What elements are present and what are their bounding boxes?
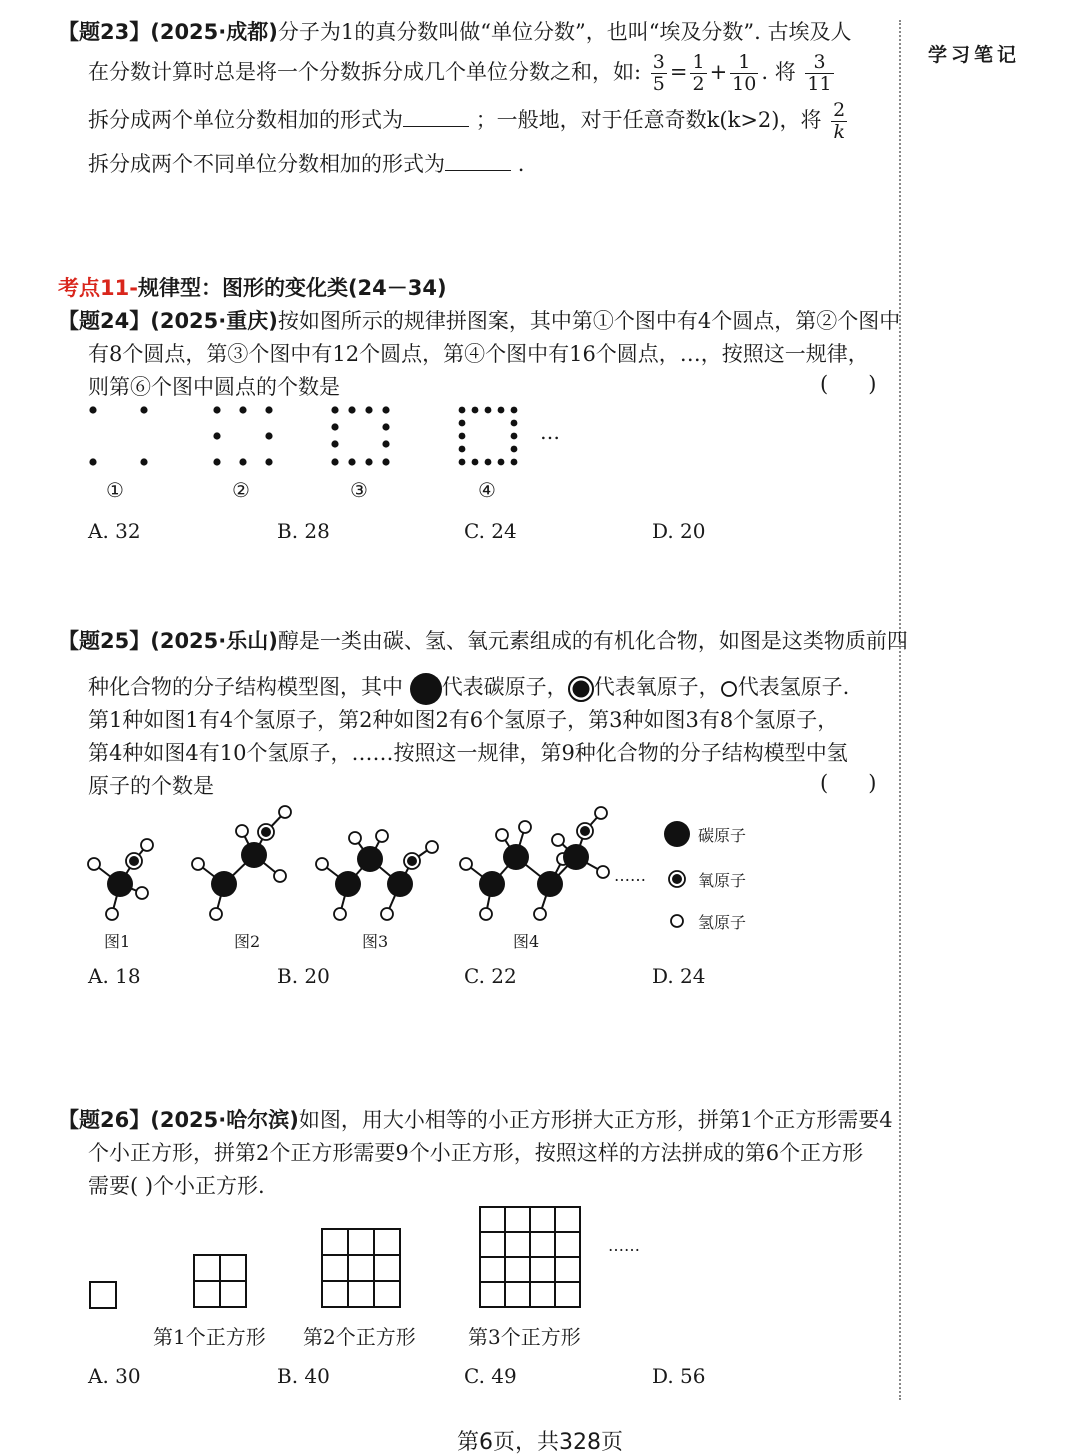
- q23-text-2b: . 将: [761, 60, 796, 84]
- q25-line-1: [58, 626, 908, 656]
- q24-tag: 【题24】: [58, 309, 151, 333]
- q26-option-b[interactable]: B. 40: [277, 1364, 330, 1388]
- notes-title: 学习笔记: [928, 44, 1021, 66]
- q23-equals: =: [669, 60, 688, 84]
- q23-line-3: [88, 98, 850, 143]
- q26-figure-label-3: 第3个正方形: [468, 1325, 581, 1349]
- q25-text-2a: 种化合物的分子结构模型图，其中: [88, 675, 403, 699]
- q26-ellipsis: ……: [608, 1236, 640, 1255]
- q26-option-c[interactable]: C. 49: [464, 1364, 517, 1388]
- q24-ellipsis: …: [540, 420, 560, 444]
- q23-line-1: [58, 17, 852, 47]
- q23-source: (2025·成都): [150, 20, 278, 44]
- q23-text-1: 分子为1的真分数叫做“单位分数”，也叫“埃及分数”. 古埃及人: [277, 20, 852, 44]
- q25-legend-carbon: 碳原子: [698, 826, 747, 845]
- q23-text-3a: 拆分成两个单位分数相加的形式为: [88, 108, 403, 132]
- q24-line-1: [58, 306, 900, 336]
- hydrogen-atom-icon: [720, 680, 738, 698]
- q25-legend-oxygen: 氧原子: [698, 871, 747, 890]
- q24-figure-3: [331, 406, 389, 465]
- q23-period: .: [517, 152, 525, 176]
- oxygen-atom-icon: [568, 676, 594, 702]
- q26-line-2: 个小正方形，拼第2个正方形需要9个小正方形，按照这样的方法拼成的第6个正方形: [88, 1141, 864, 1165]
- q24-dot-figures: [86, 404, 546, 474]
- q24-text-1: 按如图所示的规律拼图案，其中第①个图中有4个圆点，第②个图中: [277, 309, 901, 333]
- q25-answer-paren[interactable]: ( ): [820, 771, 877, 795]
- q26-figure-label-2: 第2个正方形: [303, 1325, 416, 1349]
- q23-text-2a: 在分数计算时总是将一个分数拆分成几个单位分数之和，如:: [88, 60, 642, 84]
- q26-tag: 【题26】: [58, 1108, 151, 1132]
- q24-source: (2025·重庆): [150, 309, 278, 333]
- notes-divider: [899, 20, 901, 1400]
- q26-line-3: 需要( )个小正方形.: [88, 1174, 265, 1198]
- q24-line-3: 则第⑥个图中圆点的个数是: [88, 375, 340, 399]
- q25-text-2d: 代表氢原子.: [737, 675, 850, 699]
- q25-legend-hydrogen: 氢原子: [698, 913, 747, 932]
- q26-source: (2025·哈尔滨): [150, 1108, 299, 1132]
- q25-legend-symbols: [660, 818, 700, 928]
- q25-line-2: [88, 672, 849, 705]
- q25-text-2b: 代表碳原子，: [441, 675, 568, 699]
- q24-option-d[interactable]: D. 20: [652, 519, 706, 543]
- q23-plus: +: [709, 60, 728, 84]
- q25-tag: 【题25】: [58, 629, 151, 653]
- q25-figure-label-1: 图1: [104, 932, 131, 951]
- q26-option-a[interactable]: A. 30: [88, 1364, 141, 1388]
- section-prefix: 考点11-: [58, 276, 138, 300]
- q25-option-c[interactable]: C. 22: [464, 964, 517, 988]
- carbon-atoms: [107, 842, 589, 897]
- q23-text-3b: ；一般地，对于任意奇数k(k>2)，将: [475, 108, 822, 132]
- q24-figure-label-4: ④: [478, 478, 496, 502]
- q24-answer-paren[interactable]: ( ): [820, 372, 877, 396]
- q26-option-d[interactable]: D. 56: [652, 1364, 706, 1388]
- q25-figure-label-4: 图4: [513, 932, 540, 951]
- q25-figure-label-2: 图2: [234, 932, 261, 951]
- section-title: 规律型：图形的变化类(24－34): [137, 276, 447, 300]
- q23-answer-blank-2[interactable]: [445, 148, 511, 171]
- q24-line-2: 有8个圆点，第③个图中有12个圆点，第④个图中有16个圆点，…，按照这一规律，: [88, 342, 869, 366]
- q25-molecule-figures: [82, 802, 642, 932]
- q24-figure-label-3: ③: [350, 478, 368, 502]
- q24-option-c[interactable]: C. 24: [464, 519, 517, 543]
- section-heading: [58, 273, 447, 303]
- q25-line-4: 第4种如图4有10个氢原子，……按照这一规律，第9种化合物的分子结构模型中氢: [88, 741, 848, 765]
- q23-frac-3-11: $\frac{3}{11}$: [807, 51, 832, 95]
- q24-option-b[interactable]: B. 28: [277, 519, 330, 543]
- q23-text-4: 拆分成两个不同单位分数相加的形式为: [88, 152, 445, 176]
- q25-option-a[interactable]: A. 18: [88, 964, 141, 988]
- q25-figure-label-3: 图3: [362, 932, 389, 951]
- q25-option-b[interactable]: B. 20: [277, 964, 330, 988]
- q24-figure-1: [89, 406, 147, 465]
- q25-option-d[interactable]: D. 24: [652, 964, 706, 988]
- page-number: 第6页，共328页: [457, 1430, 623, 1455]
- q23-frac-3-5: $\frac{3}{5}$: [652, 51, 665, 95]
- q25-text-2c: 代表氧原子，: [593, 675, 720, 699]
- q26-line-1: [58, 1105, 893, 1135]
- q24-option-a[interactable]: A. 32: [88, 519, 141, 543]
- q23-answer-blank-1[interactable]: [403, 104, 469, 127]
- q23-tag: 【题23】: [58, 20, 151, 44]
- q26-text-1: 如图，用大小相等的小正方形拼大正方形，拼第1个正方形需要4: [298, 1108, 893, 1132]
- q25-ellipsis: ……: [614, 866, 646, 885]
- carbon-atom-icon: [410, 673, 442, 705]
- q24-figure-2: [213, 406, 272, 465]
- q24-figure-label-1: ①: [106, 478, 124, 502]
- q23-frac-1-2: $\frac{1}{2}$: [692, 51, 705, 95]
- q23-line-2: [88, 50, 837, 95]
- q26-figure-label-1: 第1个正方形: [153, 1325, 266, 1349]
- q23-line-4: [88, 148, 524, 179]
- q25-source: (2025·乐山): [150, 629, 278, 653]
- q25-line-3: 第1种如图1有4个氢原子，第2种如图2有6个氢原子，第3种如图3有8个氢原子，: [88, 708, 839, 732]
- q23-frac-1-10: $\frac{1}{10}$: [732, 51, 757, 95]
- q24-figure-label-2: ②: [232, 478, 250, 502]
- q24-figure-4: [459, 407, 518, 466]
- q25-line-5: 原子的个数是: [88, 774, 214, 798]
- q25-text-1: 醇是一类由碳、氢、氧元素组成的有机化合物，如图是这类物质前四: [277, 629, 908, 653]
- q23-frac-2-k: $\frac{2}{k}$: [833, 99, 846, 143]
- q26-square-figures: [88, 1206, 588, 1316]
